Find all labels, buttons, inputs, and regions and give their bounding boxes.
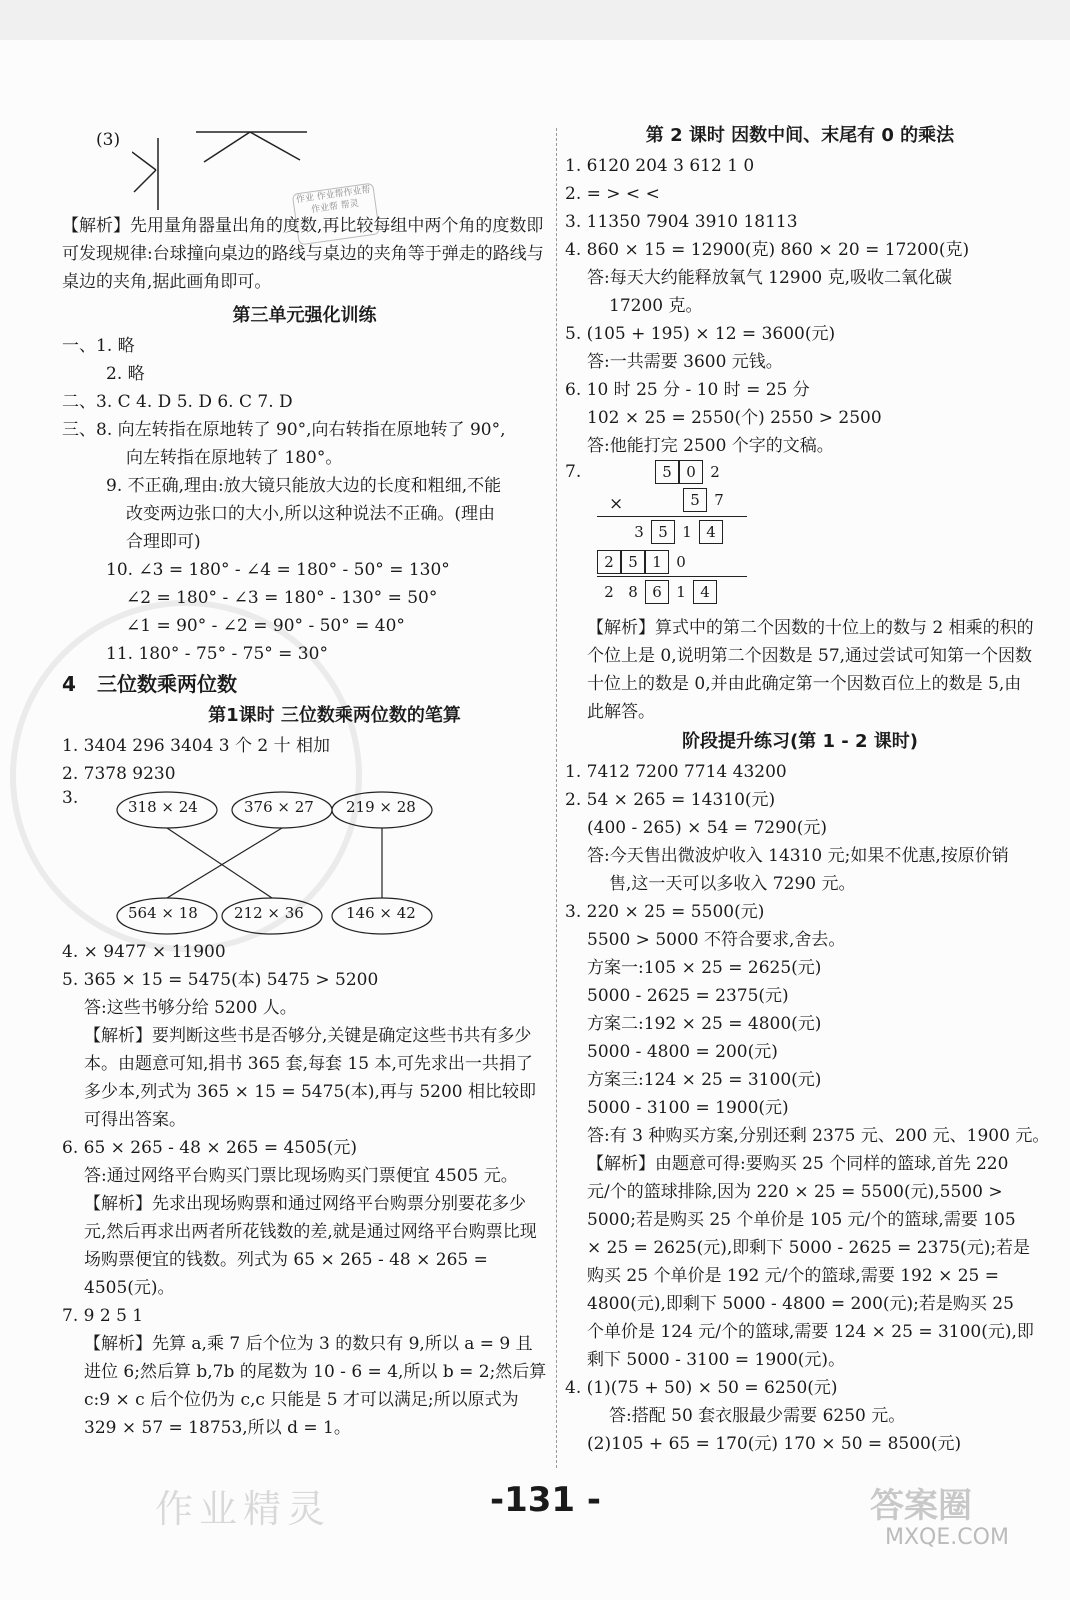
answer-line: 向左转指在原地转了 180°。 — [126, 448, 343, 468]
answer-line: 5000 - 2625 = 2375(元) — [587, 986, 789, 1006]
answer-line: 1. 7412 7200 7714 43200 — [565, 762, 787, 782]
page-number: -131 - — [490, 1480, 602, 1520]
answer-line: 2. 略 — [106, 364, 145, 384]
mult-row-3: 3 5 1 4 — [627, 520, 723, 544]
answer-line: 5000 - 3100 = 1900(元) — [587, 1098, 789, 1118]
mult-row-1: 5 0 2 — [655, 460, 727, 484]
answer-line: 2. 54 × 265 = 14310(元) — [565, 790, 776, 810]
answer-line: 4. (1)(75 + 50) × 50 = 6250(元) — [565, 1378, 838, 1398]
analysis-7: 【解析】先算 a,乘 7 后个位为 3 的数只有 9,所以 a = 9 且进位 6;然后算 b,7b 的尾数为 10 - 6 = 4,所以 b = 2;然后算 c:9 × c 后个位仍为 c,c 只能是 5 才可以满足;所以原式为 329 × 57 = 18753,所以 d = 1。 — [84, 1334, 547, 1438]
answer-line: 5500 > 5000 不符合要求,舍去。 — [587, 930, 846, 950]
answer-line: 3. 11350 7904 3910 18113 — [565, 212, 798, 232]
leaf-label: 212 × 36 — [234, 904, 304, 922]
answer-line: 答:一共需要 3600 元钱。 — [587, 352, 783, 372]
answer-line: 5000 - 4800 = 200(元) — [587, 1042, 778, 1062]
answer-line: 1. 3404 296 3404 3 个 2 十 相加 — [62, 736, 331, 756]
answer-line: 答:有 3 种购买方案,分别还剩 2375 元、200 元、1900 元。 — [587, 1126, 1050, 1146]
answer-line: 10. ∠3 = 180° - ∠4 = 180° - 50° = 130° — [106, 560, 450, 580]
answer-line: 方案一:105 × 25 = 2625(元) — [587, 958, 822, 978]
answer-line: 答:搭配 50 套衣服最少需要 6250 元。 — [609, 1406, 906, 1426]
small-stamp: 作业 作业帮作业帮作业帮 帮灵 — [292, 183, 380, 246]
answer-line: 2. = > < < — [565, 184, 660, 204]
answer-line: 改变两边张口的大小,所以这种说法不正确。(理由 — [126, 504, 496, 524]
analysis-r7: 【解析】算式中的第二个因数的十位上的数与 2 相乘的积的个位上是 0,说明第二个因数是 57,通过尝试可知第一个因数十位上的数是 0,并由此确定第一个因数百位上的数是 5,由此解答。 — [587, 618, 1034, 722]
answer-line: 合理即可) — [126, 532, 201, 552]
analysis-1: 【解析】先用量角器量出角的度数,再比较每组中两个角的度数即可发现规律:台球撞向桌边的路线与桌边的夹角等于弹走的路线与桌边的夹角,据此画角即可。 — [62, 216, 544, 292]
mult-row-5: 2 8 6 1 4 — [597, 580, 717, 604]
answer-line: 2. 7378 9230 — [62, 764, 176, 784]
answer-line: 11. 180° - 75° - 75° = 30° — [106, 644, 328, 664]
answer-line: 5. 365 × 15 = 5475(本) 5475 > 5200 — [62, 970, 379, 990]
answer-line: 售,这一天可以多收入 7290 元。 — [609, 874, 856, 894]
answer-line: 5. (105 + 195) × 12 = 3600(元) — [565, 324, 836, 344]
leaf-label: 564 × 18 — [128, 904, 198, 922]
answer-line: 方案三:124 × 25 = 3100(元) — [587, 1070, 822, 1090]
analysis-5: 【解析】要判断这些书是否够分,关键是确定这些书共有多少本。由题意可知,捐书 365 套,每套 15 本,可先求出一共捐了多少本,列式为 365 × 15 = 5475(本),再与 5200 相比较即可得出答案。 — [84, 1026, 536, 1130]
answer-line: ∠1 = 90° - ∠2 = 90° - 50° = 40° — [126, 616, 405, 636]
angle-figure: (3) — [62, 120, 547, 212]
watermark-logo: 答案圈 — [870, 1486, 972, 1526]
column-divider — [556, 128, 557, 1468]
answer-line: ∠2 = 180° - ∠3 = 180° - 130° = 50° — [126, 588, 438, 608]
lesson1-title: 第1课时 三位数乘两位数的笔算 — [208, 705, 461, 726]
analysis-s3: 【解析】由题意可得:要购买 25 个同样的篮球,首先 220 元/个的篮球排除,因为 220 × 25 = 5500(元),5500 > 5000;若是购买 25 个单价是 105 元/个的篮球,需要 105 × 25 = 2625(元),即剩下 5000 - 2625 = 2375(元);若是购买 25 个单价是 192 元/个的篮球,需要 192 × 25 = 4800(元),即剩下 5000 - 4800 = 200(元);若是购买 25 个单价是 124 元/个的篮球,需要 124 × 25 = 3100(元),即剩下 5000 - 3100 = 1900(元)。 — [587, 1154, 1034, 1370]
answer-line: 答:通过网络平台购买门票比现场购买门票便宜 4505 元。 — [84, 1166, 518, 1186]
lesson2-title: 第 2 课时 因数中间、末尾有 0 的乘法 — [645, 125, 955, 146]
left-column — [62, 120, 547, 1442]
answer-line: 6. 10 时 25 分 - 10 时 = 25 分 — [565, 380, 810, 400]
watermark-url: MXQE.COM — [885, 1525, 1009, 1550]
answer-line: 6. 65 × 265 - 48 × 265 = 4505(元) — [62, 1138, 358, 1158]
watermark-text: 作业精灵 — [155, 1487, 332, 1531]
leaf-label: 376 × 27 — [244, 798, 314, 816]
answer-line: (2)105 + 65 = 170(元) 170 × 50 = 8500(元) — [587, 1434, 962, 1454]
analysis-6: 【解析】先求出现场购票和通过网络平台购票分别要花多少元,然后再求出两者所花钱数的差,就是通过网络平台购票比现场购票便宜的钱数。列式为 65 × 265 - 48 × 265 = 4505(元)。 — [84, 1194, 537, 1298]
answer-line: 方案二:192 × 25 = 4800(元) — [587, 1014, 822, 1034]
answer-line: 答:这些书够分给 5200 人。 — [84, 998, 297, 1018]
answer-line: 答:他能打完 2500 个字的文稿。 — [587, 436, 834, 456]
leaf-label: 219 × 28 — [346, 798, 416, 816]
answer-line: 答:今天售出微波炉收入 14310 元;如果不优惠,按原价销 — [587, 846, 1009, 866]
answer-line: (400 - 265) × 54 = 7290(元) — [587, 818, 827, 838]
mult-row-4: 2 5 1 0 — [597, 550, 693, 574]
vertical-multiplication: 7. 5 0 2 × 5 7 3 5 1 4 2 5 1 0 2 8 6 1 4 — [565, 460, 1035, 610]
answer-line: 一、1. 略 — [62, 336, 135, 356]
answer-line: 1. 6120 204 3 612 1 0 — [565, 156, 755, 176]
stage-title: 阶段提升练习(第 1 - 2 课时) — [681, 731, 919, 752]
leaf-label: 318 × 24 — [128, 798, 198, 816]
answer-line: 7. 9 2 5 1 — [62, 1306, 144, 1326]
leaf-matching-figure: 3. 318 × 24 376 × 27 219 × 28 564 × 18 212 × 36 146 × 42 — [62, 788, 547, 938]
answer-line: 答:每天大约能释放氧气 12900 克,吸收二氧化碳 — [587, 268, 953, 288]
mult-row-2: 5 7 — [683, 488, 731, 512]
unit3-title: 第三单元强化训练 — [232, 305, 377, 326]
top-band — [0, 0, 1070, 40]
answer-line: 4. × 9477 × 11900 — [62, 942, 226, 962]
right-column — [565, 120, 1050, 1458]
answer-line: 三、8. 向左转指在原地转了 90°,向右转指在原地转了 90°, — [62, 420, 506, 440]
chapter-heading: 4 三位数乘两位数 — [62, 672, 237, 696]
answer-line: 17200 克。 — [609, 296, 703, 316]
answer-line: 二、3. C 4. D 5. D 6. C 7. D — [62, 392, 293, 412]
answer-line: 3. 220 × 25 = 5500(元) — [565, 902, 765, 922]
answer-line: 102 × 25 = 2550(个) 2550 > 2500 — [587, 408, 882, 428]
answer-line: 4. 860 × 15 = 12900(克) 860 × 20 = 17200(克) — [565, 240, 970, 260]
reflection-diagram — [132, 120, 392, 212]
answer-line: 9. 不正确,理由:放大镜只能放大边的长度和粗细,不能 — [106, 476, 502, 496]
leaf-label: 146 × 42 — [346, 904, 416, 922]
